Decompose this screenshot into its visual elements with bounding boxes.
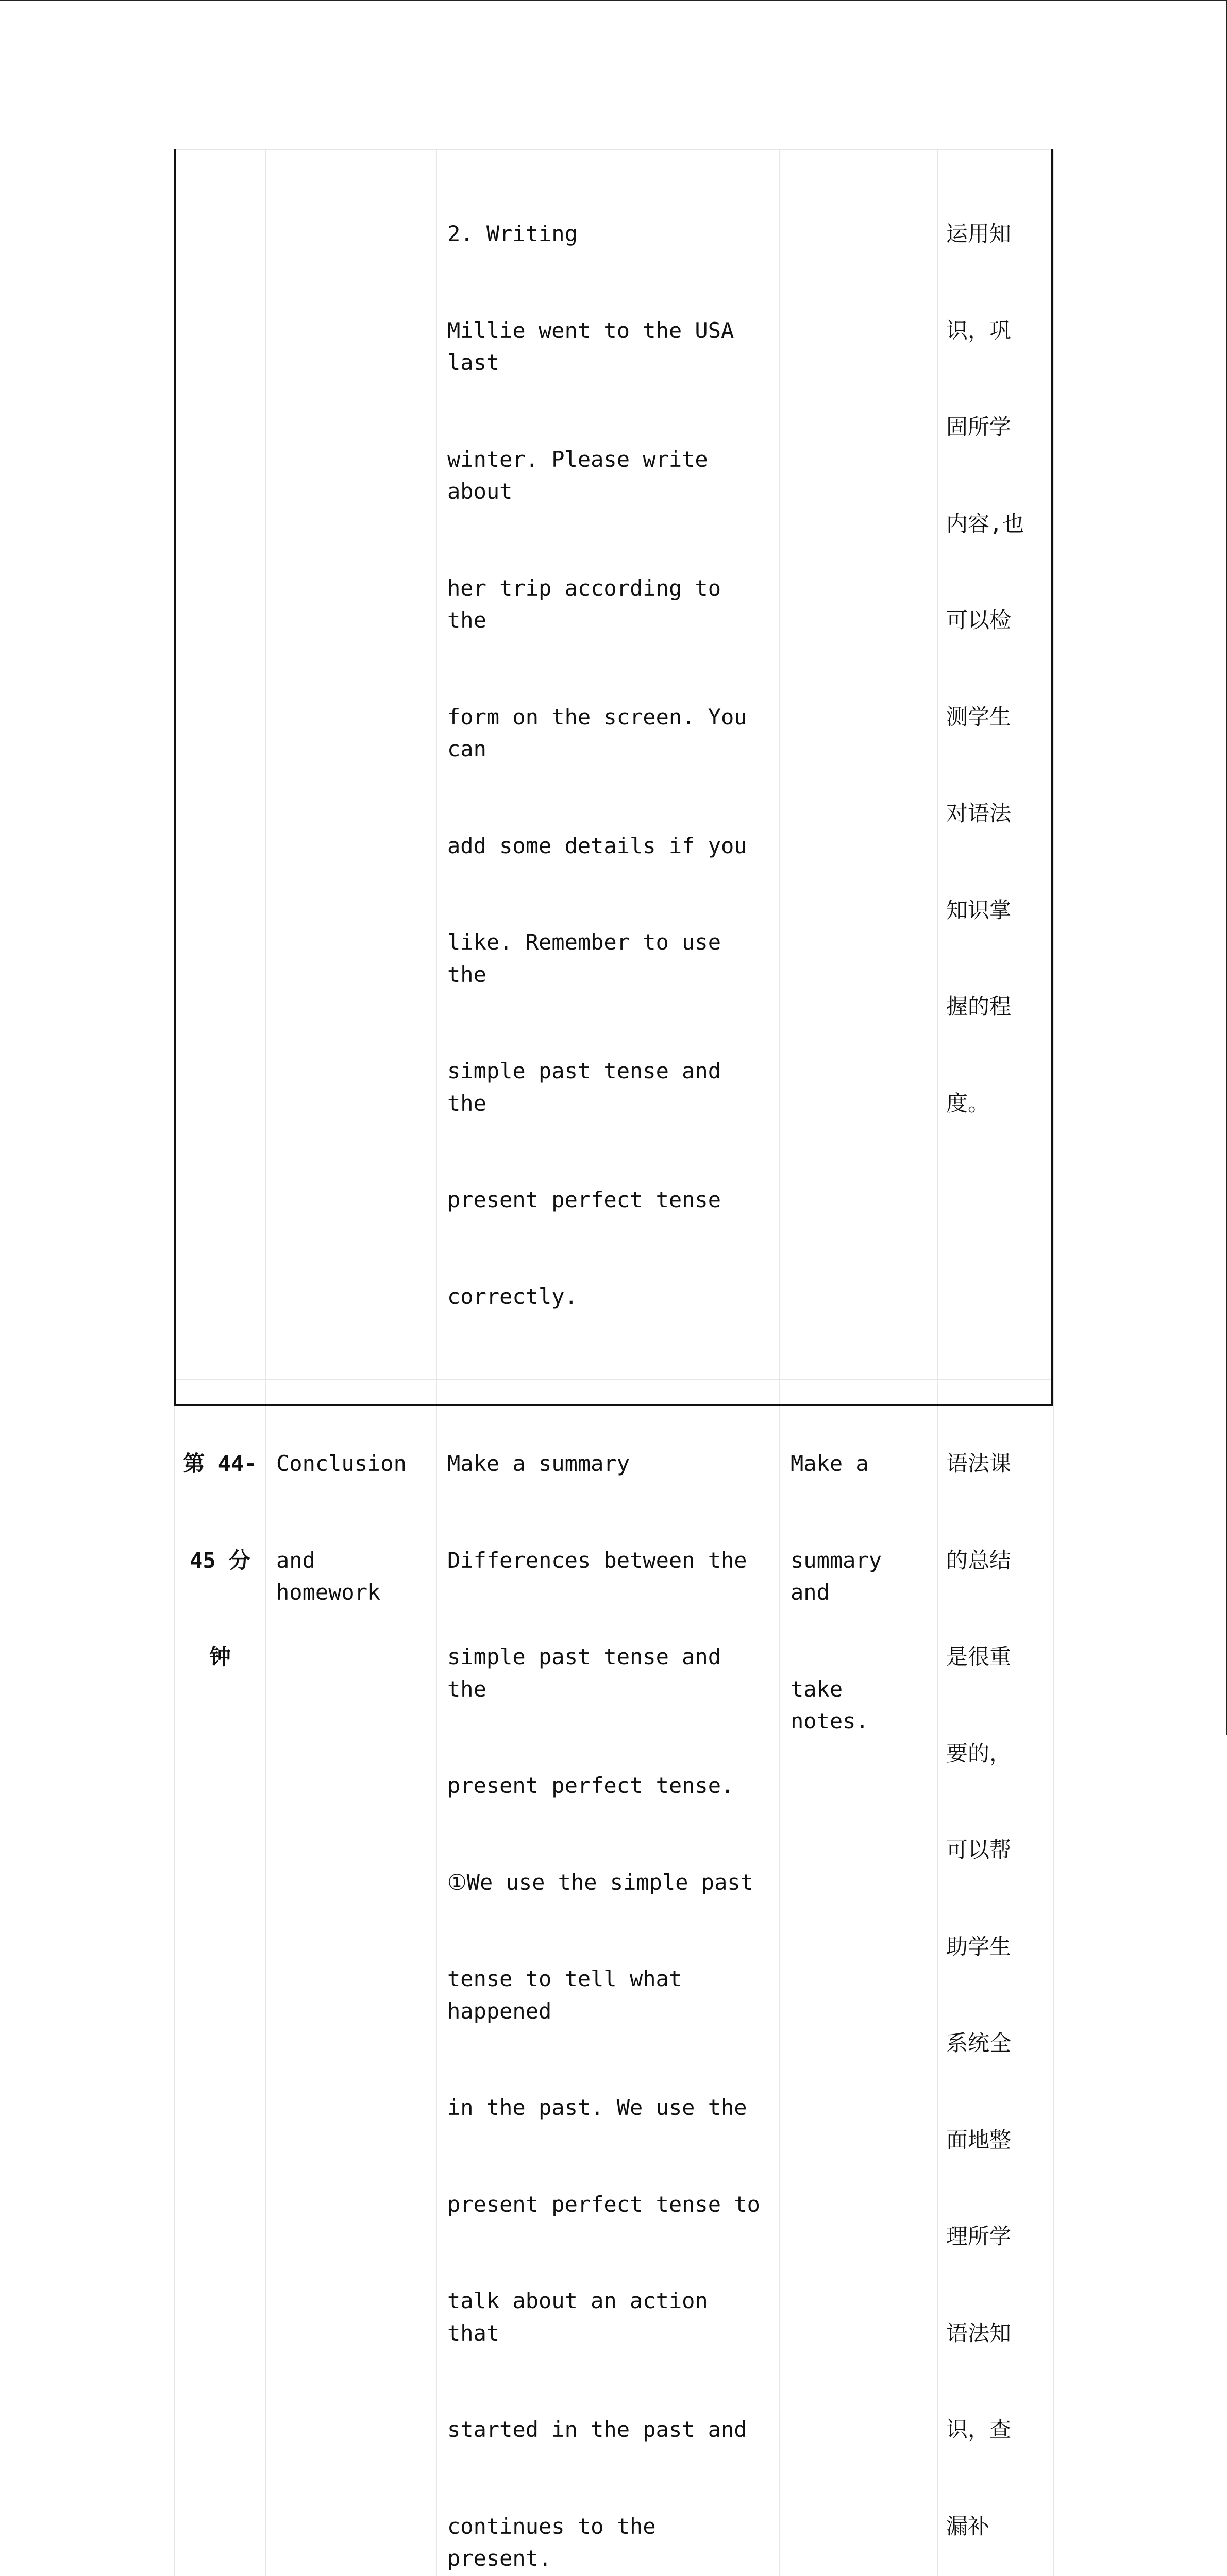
text-line: 识，巩 (946, 317, 1012, 343)
text-line: 2. Writing (447, 221, 578, 246)
lesson-plan-table (174, 149, 1054, 2576)
text-line: 对语法 (946, 801, 1012, 826)
text-line: 内容,也 (946, 511, 1024, 536)
text-line: Make a summary (447, 1451, 630, 1476)
text-line: present perfect tense (447, 1187, 721, 1212)
step-cell (265, 1380, 436, 2576)
teacher-activity-cell (436, 1380, 780, 2576)
text-line: correctly. (447, 1283, 578, 1309)
text-line: 面地整 (946, 2127, 1012, 2153)
text-line: simple past tense and the (447, 1644, 734, 1702)
text-line: 要的， (946, 1740, 1012, 1766)
text-line: 度。 (946, 1090, 990, 1116)
text-line: 语法知 (946, 2320, 1012, 2346)
table-row (175, 1380, 1054, 2576)
text-line: 第 44- (183, 1451, 257, 1476)
text-line: summary and (791, 1547, 895, 1605)
text-line: in the past. We use the (447, 2095, 747, 2120)
design-purpose-cell (937, 1380, 1054, 2576)
text-line: 识，查 (946, 2417, 1012, 2442)
text-line: 测学生 (946, 704, 1012, 730)
text-line: started in the past and (447, 2417, 747, 2442)
text-line: 的总结 (946, 1547, 1012, 1573)
text-line: ①We use the simple past (447, 1869, 753, 1895)
text-line: 可以帮 (946, 1837, 1012, 1862)
text-line: Conclusion (276, 1451, 407, 1476)
text-line: Make a (791, 1451, 869, 1476)
text-line: 助学生 (946, 1934, 1012, 1959)
text-line: present perfect tense to (447, 2191, 760, 2217)
teacher-activity-cell (436, 150, 780, 1380)
text-line: 45 分 (190, 1547, 250, 1573)
text-line: like. Remember to use the (447, 929, 734, 987)
text-line: simple past tense and the (447, 1058, 734, 1116)
table-row (175, 150, 1054, 1380)
text-line: 可以检 (946, 607, 1012, 633)
text-line: 钟 (209, 1644, 231, 1669)
text-line: 语法课 (946, 1451, 1012, 1476)
time-cell (175, 1380, 265, 2576)
text-line: Differences between the (447, 1547, 747, 1573)
text-line: continues to the present. (447, 2513, 669, 2571)
text-line: 是很重 (946, 1644, 1012, 1669)
text-line: 知识掌 (946, 897, 1012, 923)
text-line: 运用知 (946, 221, 1012, 246)
text-line: and homework (276, 1547, 381, 1605)
text-line: present perfect tense. (447, 1773, 734, 1798)
text-line: 漏补 (946, 2513, 990, 2539)
page-top-edge (0, 0, 1227, 1)
text-line: 固所学 (946, 414, 1012, 439)
text-line: 握的程 (946, 994, 1012, 1019)
student-activity-cell (780, 1380, 937, 2576)
text-line: her trip according to the (447, 575, 734, 633)
step-cell (265, 150, 436, 1380)
design-purpose-cell (937, 150, 1054, 1380)
text-line: 系统全 (946, 2030, 1012, 2056)
time-cell (175, 150, 265, 1380)
text-line: 理所学 (946, 2224, 1012, 2249)
text-line: tense to tell what happened (447, 1966, 695, 2024)
student-activity-cell (780, 150, 937, 1380)
text-line: form on the screen. You can (447, 704, 760, 761)
text-line: Millie went to the USA last (447, 317, 747, 375)
text-line: winter. Please write about (447, 446, 721, 504)
text-line: add some details if you (447, 833, 747, 858)
text-line: take notes. (791, 1676, 869, 1734)
text-line: talk about an action that (447, 2288, 721, 2346)
